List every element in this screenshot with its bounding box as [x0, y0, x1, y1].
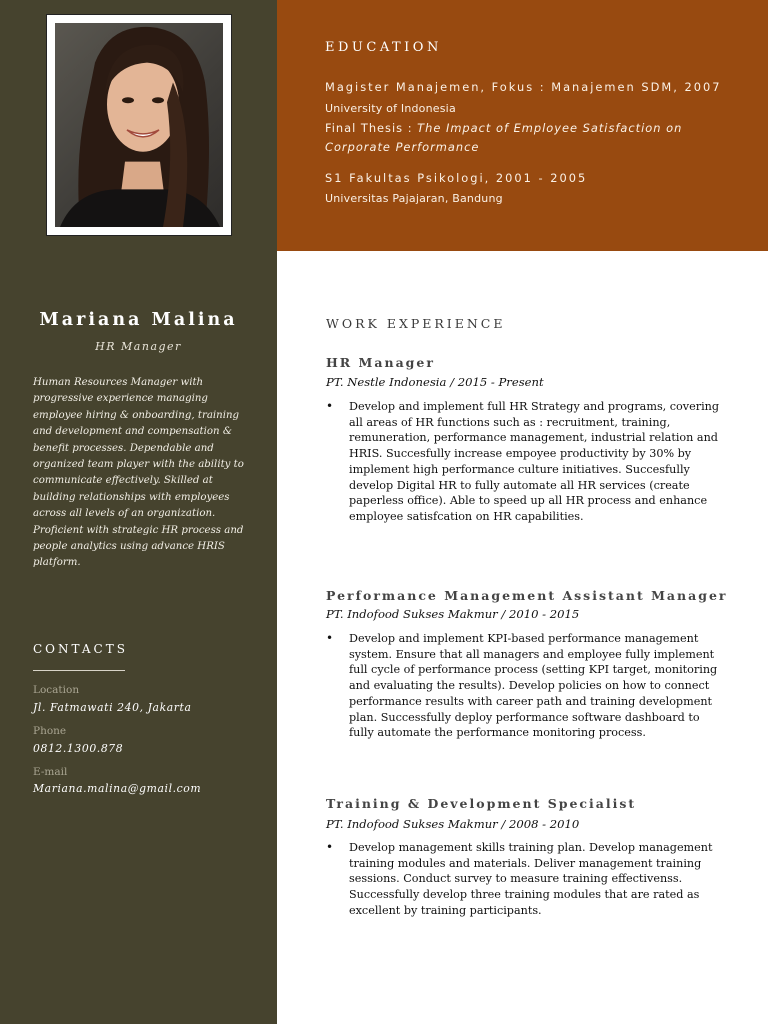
bullet-icon: •: [326, 840, 334, 854]
email-value: Mariana.malina@gmail.com: [33, 782, 202, 795]
job-title: Performance Management Assistant Manager: [326, 588, 728, 603]
job-title: HR Manager: [326, 355, 435, 370]
bullet-icon: •: [326, 399, 334, 413]
job-company: PT. Nestle Indonesia / 2015 - Present: [326, 375, 544, 389]
phone-value: 0812.1300.878: [33, 742, 124, 755]
phone-label: Phone: [33, 725, 67, 737]
job-company: PT. Indofood Sukses Makmur / 2010 - 2015: [326, 607, 580, 621]
portrait-image: [55, 23, 223, 227]
education-section: [277, 0, 768, 251]
education-degree-bachelor: S1 Fakultas Psikologi, 2001 - 2005: [325, 171, 588, 185]
job-title: Training & Development Specialist: [326, 796, 637, 811]
job-description-text: Develop management skills training plan. Develop management training modules and materials. Deliver management training sessions. Conduct survey to measure training effectivenss. Successfully develop three training modules that are rated as excellent by training participants.: [349, 841, 713, 917]
contacts-divider: [33, 670, 125, 671]
candidate-name: Mariana Malina: [39, 310, 238, 330]
job-description: [326, 631, 726, 741]
candidate-role: HR Manager: [95, 340, 182, 353]
job-description-text: Develop and implement KPI-based performance management system. Ensure that all managers and employee fully implement full cycle of performance process (setting KPI target, monitoring and evaluating the results). Develop policies on how to connect performance results with career path and training development plan. Successfully deploy performance software dashboard to fully automate the performance monitoring process.: [349, 632, 718, 740]
job-description-text: Develop and implement full HR Strategy and programs, covering all areas of HR functions such as : recruitment, training, remuneration, performance management, industrial relation and HRIS. Succesfully increase empoyee productivity by 30% by implement high performance culture initiatives. Succesfully develop Digital HR to fully automate all HR services (create paperless office). Able to speed up all HR process and enhance employee satisfcation on HR capabilities.: [349, 400, 720, 523]
job-description: [326, 840, 726, 919]
education-heading: EDUCATION: [325, 40, 442, 55]
job-company: PT. Indofood Sukses Makmur / 2008 - 2010: [326, 817, 580, 831]
thesis-title: The Impact of Employee Satisfaction on Corporate Performance: [325, 121, 683, 154]
education-thesis: [325, 119, 745, 157]
profile-summary: Human Resources Manager with progressive experience managing employee hiring & onboarding, training and development and compensation & benefit processes. Dependable and organized team player with the ability to communicate effectively. Skilled at building relationships with employees across all levels of an organization. Proficient with strategic HR process and people analytics using advance HRIS platform.: [33, 377, 244, 569]
location-label: Location: [33, 684, 80, 696]
thesis-label: Final Thesis :: [325, 121, 418, 135]
bullet-icon: •: [326, 631, 334, 645]
email-label: E-mail: [33, 766, 68, 778]
profile-photo-frame: [46, 14, 232, 236]
location-value: Jl. Fatmawati 240, Jakarta: [33, 701, 192, 714]
education-degree-master: Magister Manajemen, Fokus : Manajemen SDM, 2007: [325, 80, 722, 94]
contacts-heading: CONTACTS: [33, 642, 128, 656]
sidebar: [0, 0, 277, 1024]
job-description: [326, 399, 726, 525]
education-school-master: University of Indonesia: [325, 102, 456, 115]
profile-photo: [55, 23, 223, 227]
work-experience-heading: WORK EXPERIENCE: [326, 316, 506, 331]
education-school-bachelor: Universitas Pajajaran, Bandung: [325, 192, 503, 205]
